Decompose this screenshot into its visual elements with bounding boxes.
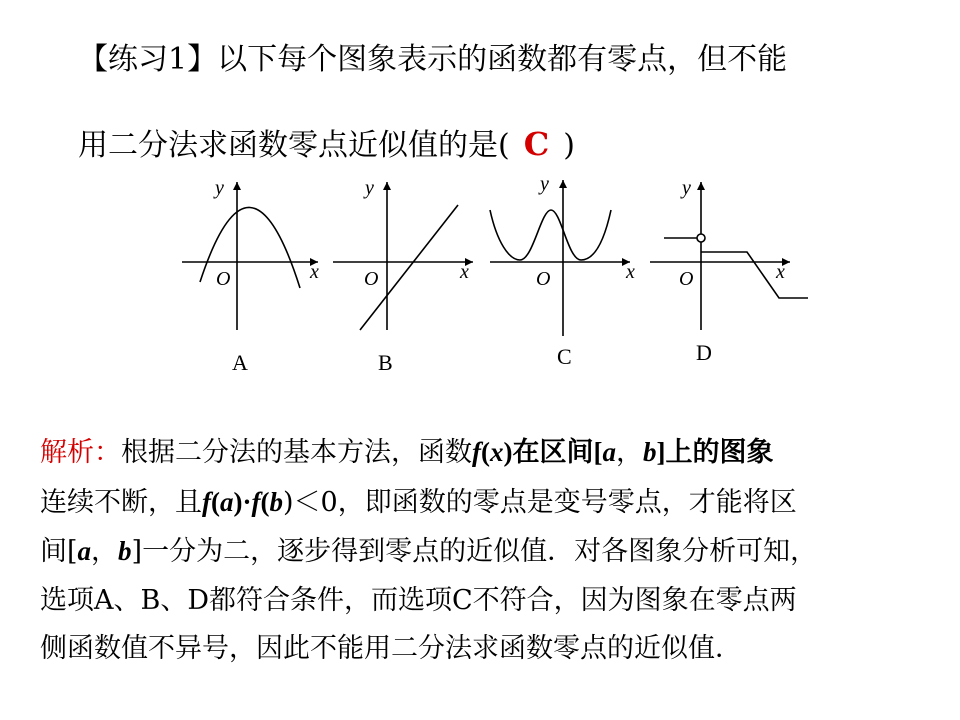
graph-d-label: D [696, 340, 712, 365]
graph-d-y-label: y [682, 177, 691, 199]
text: 根据二分法的基本方法，函数 [121, 437, 472, 468]
graph-d [650, 182, 808, 330]
text: )在区间[ [503, 437, 603, 467]
curve-a [200, 207, 300, 288]
open-point-icon [697, 234, 705, 242]
analysis-line-5: 侧函数值不异号，因此不能用二分法求函数零点的近似值． [40, 633, 742, 664]
graph-a-label: A [232, 350, 248, 375]
graph-d-origin: O [679, 268, 694, 290]
graph-a-x-label: x [310, 261, 319, 283]
graph-b-y-label: y [365, 177, 374, 199]
text: )＜0，即函数的零点是变号零点，才能将区 [283, 486, 797, 518]
graph-a [182, 182, 318, 330]
analysis-heading: 解析： [40, 437, 121, 468]
text: ( [211, 486, 220, 517]
analysis-line-3 [40, 527, 940, 577]
text: 间[ [40, 536, 78, 567]
math-x: x [490, 437, 504, 467]
math-b: b [642, 437, 657, 467]
graph-b-x-label: x [460, 261, 469, 283]
math-b: b [269, 486, 283, 517]
y-axis-arrow-icon [697, 182, 705, 190]
text: ， [615, 437, 643, 468]
analysis-line-4: 选项A、B、D都符合条件，而选项C不符合，因为图象在零点两 [40, 584, 797, 616]
graph-b-label: B [378, 350, 393, 375]
math-a: a [602, 437, 616, 467]
graph-c [490, 180, 630, 336]
graph-c-label: C [557, 344, 572, 369]
question-line-1: 【练习1】以下每个图象表示的函数都有零点，但不能 [78, 42, 788, 77]
text: ， [91, 536, 119, 567]
graph-b-origin: O [364, 268, 379, 290]
curve-c [490, 210, 611, 260]
math-f: f [251, 486, 261, 517]
y-axis-arrow-icon [559, 180, 567, 188]
text: ]上的图象 [656, 437, 774, 467]
answer-choice: C [523, 125, 550, 163]
text: 连续不断，且 [40, 486, 202, 518]
question-suffix: ) [563, 128, 575, 163]
text: ]一分为二，逐步得到零点的近似值．对各图象分析可知， [131, 536, 818, 567]
analysis-block [40, 428, 940, 674]
text: ( [481, 437, 490, 467]
question-prefix: 用二分法求函数零点近似值的是( [78, 128, 510, 163]
graph-d-x-label: x [776, 261, 785, 283]
y-axis-arrow-icon [383, 182, 391, 190]
math-a: a [220, 486, 234, 517]
graph-a-origin: O [216, 268, 231, 290]
y-axis-arrow-icon [233, 182, 241, 190]
graph-b [333, 182, 473, 330]
graph-c-y-label: y [540, 173, 549, 195]
math-f: f [472, 437, 481, 467]
math-b: b [118, 536, 132, 566]
math-f: f [202, 486, 211, 517]
function-graphs [170, 170, 850, 380]
math-a: a [77, 536, 92, 566]
segment-d-right [701, 252, 808, 298]
analysis-line-1 [40, 428, 940, 478]
graph-c-origin: O [536, 268, 551, 290]
question-line-2 [78, 120, 575, 164]
graph-c-x-label: x [626, 261, 635, 283]
text: )· [233, 486, 252, 517]
analysis-line-2 [40, 478, 940, 528]
graph-a-y-label: y [215, 177, 224, 199]
text: ( [260, 486, 270, 517]
